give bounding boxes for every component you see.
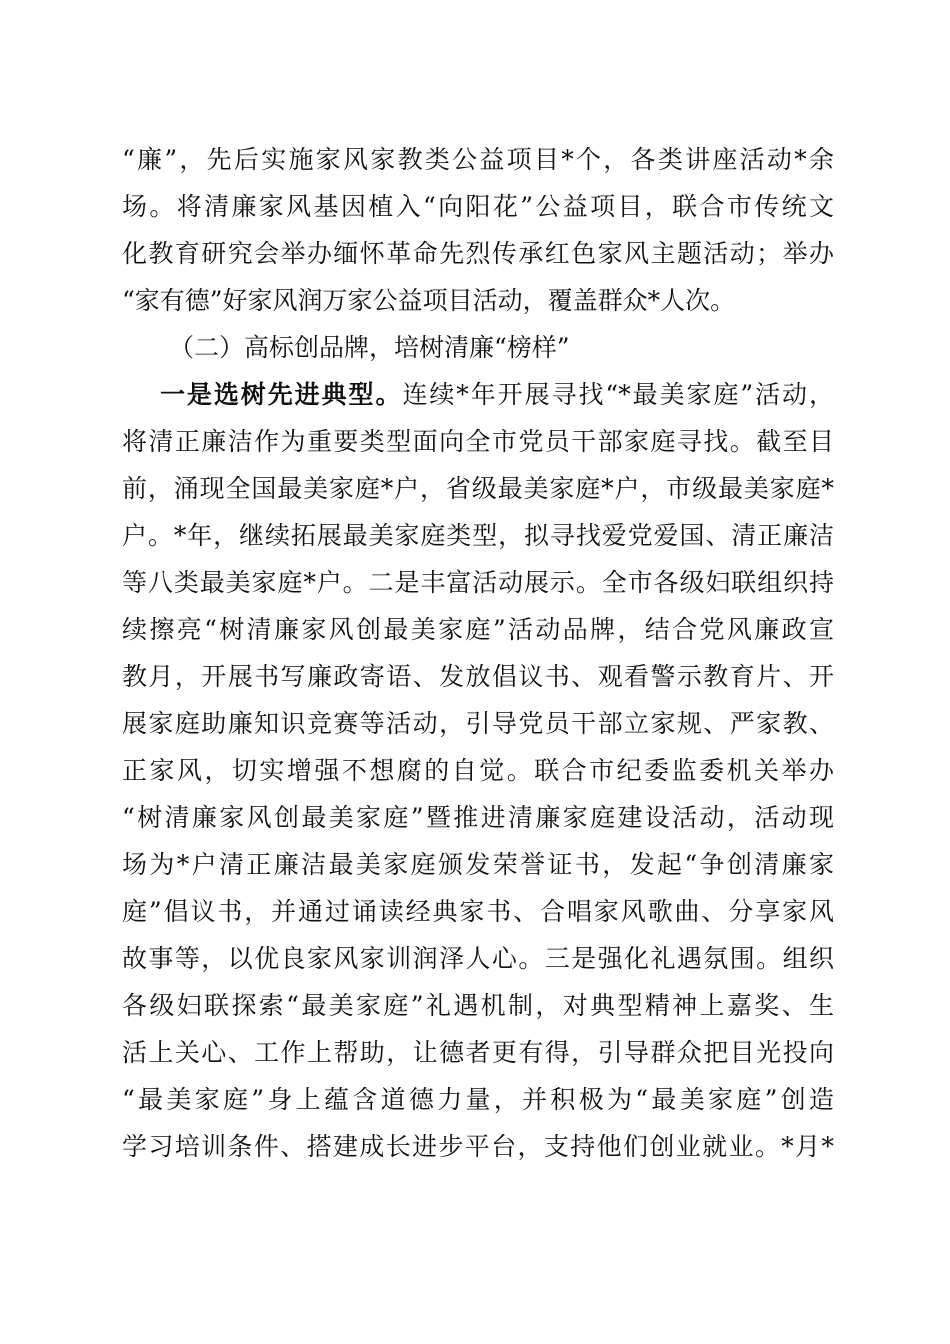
paragraph-line: 前，涌现全国最美家庭*户，省级最美家庭*户，市级最美家庭* xyxy=(122,474,834,503)
paragraph-line: 正家风，切实增强不想腐的自觉。联合市纪委监委机关举办 xyxy=(122,756,834,785)
paragraph-line: 场为*户清正廉洁最美家庭颁发荣誉证书，发起“争创清廉家 xyxy=(122,850,834,879)
paragraph-line: 学习培训条件、搭建成长进步平台，支持他们创业就业。*月* xyxy=(122,1132,834,1161)
bold-lead-phrase: 一是选树先进典型。 xyxy=(160,380,403,409)
paragraph-first-line xyxy=(122,371,834,418)
paragraph-line: 各级妇联探索“最美家庭”礼遇机制，对典型精神上嘉奖、生 xyxy=(122,991,834,1020)
paragraph-line: “树清廉家风创最美家庭”暨推进清廉家庭建设活动，活动现 xyxy=(122,803,834,832)
first-line-text: 连续*年开展寻找“*最美家庭”活动， xyxy=(402,380,834,409)
paragraph-line: 故事等，以优良家风家训润泽人心。三是强化礼遇氛围。组织 xyxy=(122,944,834,973)
paragraph-line: “廉”，先后实施家风家教类公益项目*个，各类讲座活动*余 xyxy=(122,145,834,174)
paragraph-line: 活上关心、工作上帮助，让德者更有得，引导群众把目光投向 xyxy=(122,1038,834,1067)
paragraph-line: “最美家庭”身上蕴含道德力量，并积极为“最美家庭”创造 xyxy=(122,1085,834,1114)
paragraph-line: 场。将清廉家风基因植入“向阳花”公益项目，联合市传统文 xyxy=(122,192,834,221)
paragraph-line: 教月，开展书写廉政寄语、发放倡议书、观看警示教育片、开 xyxy=(122,662,834,691)
document-body xyxy=(122,136,834,1170)
paragraph-line: 展家庭助廉知识竞赛等活动，引导党员干部立家规、严家教、 xyxy=(122,709,834,738)
paragraph-line: “家有德”好家风润万家公益项目活动，覆盖群众*人次。 xyxy=(122,286,736,315)
paragraph-line: 等八类最美家庭*户。二是丰富活动展示。全市各级妇联组织持 xyxy=(122,568,834,597)
paragraph-line: 户。*年，继续拓展最美家庭类型，拟寻找爱党爱国、清正廉洁 xyxy=(122,521,834,550)
paragraph-line: 将清正廉洁作为重要类型面向全市党员干部家庭寻找。截至目 xyxy=(122,427,834,456)
paragraph-line: 续擦亮“树清廉家风创最美家庭”活动品牌，结合党风廉政宣 xyxy=(122,615,834,644)
section-heading: （二）高标创品牌，培树清廉“榜样” xyxy=(169,333,570,362)
paragraph-line: 化教育研究会举办缅怀革命先烈传承红色家风主题活动；举办 xyxy=(122,239,834,268)
paragraph-line: 庭”倡议书，并通过诵读经典家书、合唱家风歌曲、分享家风 xyxy=(122,897,834,926)
